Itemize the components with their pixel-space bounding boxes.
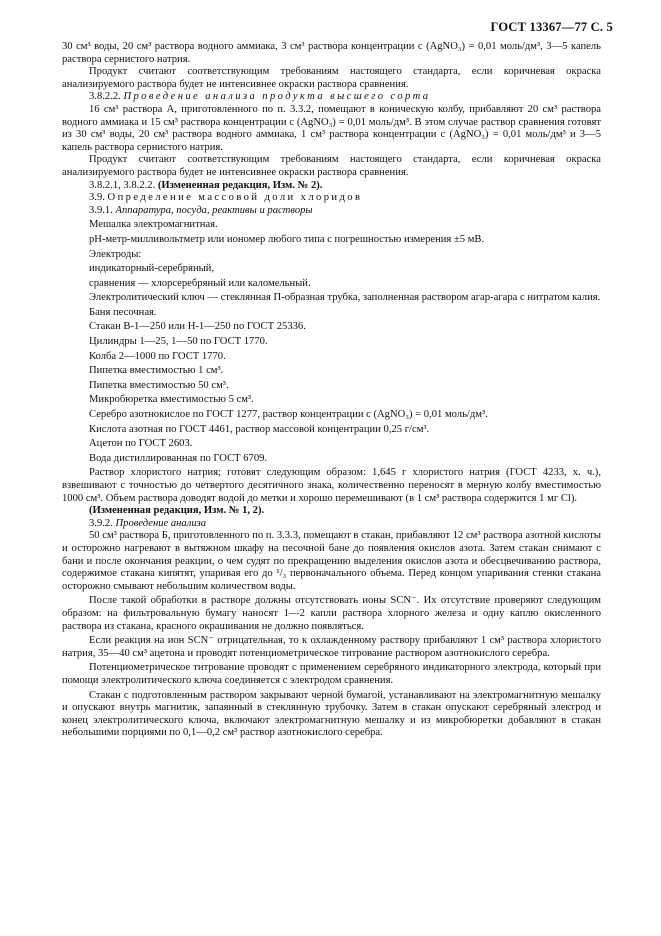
section-title: Проведение анализа продукта высшего сорта	[123, 91, 431, 103]
section-number: 3.9.2.	[89, 517, 113, 529]
paragraph: Баня песочная.	[89, 306, 157, 318]
paragraph: Потенциометрическое титрование проводят с применением серебряного индикаторного электрода, который при помощи электролитического ключа соединяется с электродом сравнения.	[62, 662, 601, 686]
page-header: ГОСТ 13367—77 С. 5	[490, 20, 613, 34]
amendment-text: (Измененная редакция, Изм. № 2).	[157, 179, 323, 191]
section-number: 3.8.2.1, 3.8.2.2.	[89, 179, 156, 191]
paragraph: pH-метр-милливольтметр или иономер любого типа с погрешностью измерения ±5 мВ.	[89, 233, 485, 245]
paragraph: Ацетон по ГОСТ 2603.	[89, 438, 193, 450]
section-number: 3.8.2.2.	[89, 91, 121, 103]
paragraph: сравнения — хлорсеребряный или каломельный.	[89, 277, 311, 289]
paragraph: После такой обработки в растворе должны отсутствовать ионы SCN⁻. Их отсутствие проверяют следующим образом: на фильтровальную бумагу наносят 1—2 капли раствора хлорного железа и одну каплю окисленного раствора из стакана, красного окрашивания не должно появляться.	[62, 595, 601, 632]
section-title: Определение массовой доли хлоридов	[107, 192, 363, 204]
paragraph: 16 см³ раствора А, приготовленного по п. 3.3.2, помещают в коническую колбу, прибавляют 20 см³ раствора водного аммиака и 15 см³ раствора концентрации c (AgNO₃) = 0,01 моль/дм³. В этом случае раствор сравнения готовят из 30 см³ воды, 20 см³ раствора водного аммиака, 1 см³ раствора концентрации c (AgNO₃) = 0,01 моль/дм³ и 3—5 капель раствора сернистого натрия.	[62, 103, 601, 153]
paragraph: 30 см³ воды, 20 см³ раствора водного аммиака, 3 см³ раствора концентрации c (AgNO₃) = 0,01 моль/дм³, 3—5 капель раствора сернистого натрия.	[62, 41, 601, 65]
paragraph: Серебро азотнокислое по ГОСТ 1277, раствор концентрации c (AgNO₃) = 0,01 моль/дм³.	[89, 409, 488, 421]
paragraph: Пипетка вместимостью 1 см³.	[89, 365, 224, 377]
paragraph: Пипетка вместимостью 50 см³.	[89, 379, 229, 391]
subsection-heading	[62, 205, 601, 218]
paragraph: Кислота азотная по ГОСТ 4461, раствор массовой концентрации 0,25 г/см³.	[89, 423, 430, 435]
paragraph: Колба 2—1000 по ГОСТ 1770.	[89, 350, 226, 362]
paragraph: Мешалка электромагнитная.	[89, 219, 218, 231]
document-body	[62, 41, 601, 740]
paragraph: Электроды:	[89, 248, 142, 260]
paragraph: Если реакция на ион SCN⁻ отрицательная, то к охлажденному раствору прибавляют 1 см³ раствора хлористого натрия, 35—40 см³ ацетона и проводят потенциометрическое титрование раствором азотнокислого серебра.	[62, 635, 601, 659]
amendment-note: (Измененная редакция, Изм. № 1, 2).	[89, 505, 265, 517]
section-number: 3.9.1.	[89, 204, 113, 216]
paragraph: индикаторный-серебряный,	[89, 263, 215, 275]
paragraph: Вода дистиллированная по ГОСТ 6709.	[89, 452, 268, 464]
paragraph: Продукт считают соответствующим требованиям настоящего стандарта, если коричневая окраска анализируемого раствора будет не интенсивнее окраски раствора сравнения.	[62, 154, 601, 178]
paragraph: Стакан с подготовленным раствором закрывают черной бумагой, устанавливают на электромагнитную мешалку и опускают внутрь магнитик, запаянный в стеклянную трубочку. Затем в стакан опускают серебряный электрод и конец электролитического ключа, включают электромагнитную мешалку и из микробюретки добавляют в стакан небольшими порциями по 0,1—0,2 см³ раствор азотнокислого серебра.	[62, 689, 601, 739]
section-number: 3.9.	[89, 192, 105, 204]
section-heading	[62, 192, 601, 205]
subsection-heading	[62, 518, 601, 531]
paragraph: Продукт считают соответствующим требованиям настоящего стандарта, если коричневая окраска анализируемого раствора будет не интенсивнее окраски раствора сравнения.	[62, 66, 601, 90]
section-heading	[62, 91, 601, 104]
paragraph: Раствор хлористого натрия; готовят следующим образом: 1,645 г хлористого натрия (ГОСТ 4233, х. ч.), взвешивают с точностью до четвертого десятичного знака, количественно переносят в мерную колбу вместимостью 1000 см³. Объем раствора доводят водой до метки и хорошо перемешивают (в 1 см³ раствора содержится 1 мг Cl).	[62, 467, 601, 504]
paragraph: Цилиндры 1—25, 1—50 по ГОСТ 1770.	[89, 336, 268, 348]
section-title: Аппаратура, посуда, реактивы и растворы	[115, 204, 313, 216]
amendment-note	[62, 180, 601, 193]
paragraph: 50 см³ раствора Б, приготовленного по п. 3.3.3, помещают в стакан, прибавляют 12 см³ раствора азотной кислоты и осторожно нагревают в вытяжном шкафу на песочной бане до появления окислов азота. Затем стакан снимают с бани и после окончания реакции, о чем судят по прекращению выделения окислов азота и обесцвечиванию раствора, содержимое стакана кипятят, упаривая его до ¹/₃ первоначального объема. Перед концом упаривания стенки стакана осторожно смывают небольшим количеством воды.	[62, 530, 601, 592]
paragraph: Микробюретка вместимостью 5 см³.	[89, 394, 254, 406]
section-title: Проведение анализа	[115, 517, 207, 529]
paragraph: Стакан В-1—250 или Н-1—250 по ГОСТ 25336.	[89, 321, 306, 333]
paragraph: Электролитический ключ — стеклянная П-образная трубка, заполненная раствором агар-агара с нитратом калия.	[89, 292, 601, 304]
